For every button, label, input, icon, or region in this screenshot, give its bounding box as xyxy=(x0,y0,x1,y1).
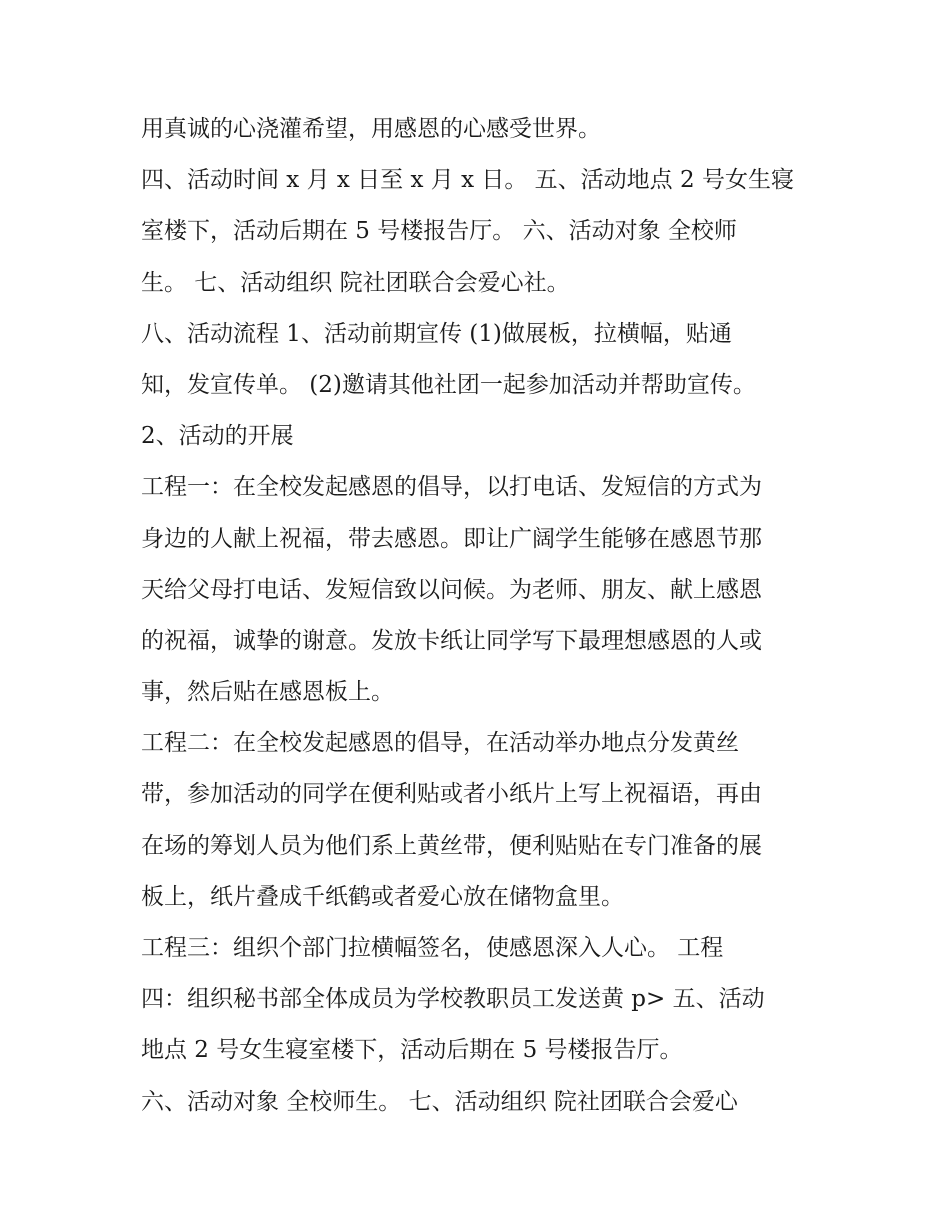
text-line: 板上，纸片叠成千纸鹤或者爱心放在储物盒里。 xyxy=(141,883,624,910)
text-line: 事，然后贴在感恩板上。 xyxy=(141,679,394,706)
text-line: 带，参加活动的同学在便利贴或者小纸片上写上祝福语，再由 xyxy=(141,781,762,808)
text-line: 工程一：在全校发起感恩的倡导，以打电话、发短信的方式为 xyxy=(141,474,762,501)
text-line: 知，发宣传单。 (2)邀请其他社团一起参加活动并帮助宣传。 xyxy=(141,371,756,398)
text-line: 工程三：组织个部门拉横幅签名，使感恩深入人心。 工程 xyxy=(141,935,724,961)
text-line: 身边的人献上祝福，带去感恩。即让广阔学生能够在感恩节那 xyxy=(141,525,762,552)
body-text xyxy=(141,104,831,1128)
text-line: 八、活动流程 1、活动前期宣传 (1)做展板，拉横幅，贴通 xyxy=(141,320,732,347)
text-line: 地点 2 号女生寝室楼下，活动后期在 5 号楼报告厅。 xyxy=(141,1037,683,1064)
text-line: 用真诚的心浇灌希望，用感恩的心感受世界。 xyxy=(141,116,601,142)
text-line: 在场的筹划人员为他们系上黄丝带，便利贴贴在专门准备的展 xyxy=(141,832,762,859)
text-line: 工程二：在全校发起感恩的倡导，在活动举办地点分发黄丝 xyxy=(141,730,739,757)
text-line: 的祝福，诚挚的谢意。发放卡纸让同学写下最理想感恩的人或 xyxy=(141,627,762,654)
text-line: 室楼下，活动后期在 5 号楼报告厅。 六、活动对象 全校师 xyxy=(141,218,737,245)
text-line: 生。 七、活动组织 院社团联合会爱心社。 xyxy=(141,269,570,296)
text-line: 六、活动对象 全校师生。 七、活动组织 院社团联合会爱心 xyxy=(141,1088,738,1115)
text-line: 2、活动的开展 xyxy=(141,423,294,450)
text-line: 四：组织秘书部全体成员为学校教职员工发送黄 p> 五、活动 xyxy=(141,986,765,1013)
text-line: 天给父母打电话、发短信致以问候。为老师、朋友、献上感恩 xyxy=(141,576,762,603)
text-line: 四、活动时间 x 月 x 日至 x 月 x 日。 五、活动地点 2 号女生寝 xyxy=(141,167,794,194)
